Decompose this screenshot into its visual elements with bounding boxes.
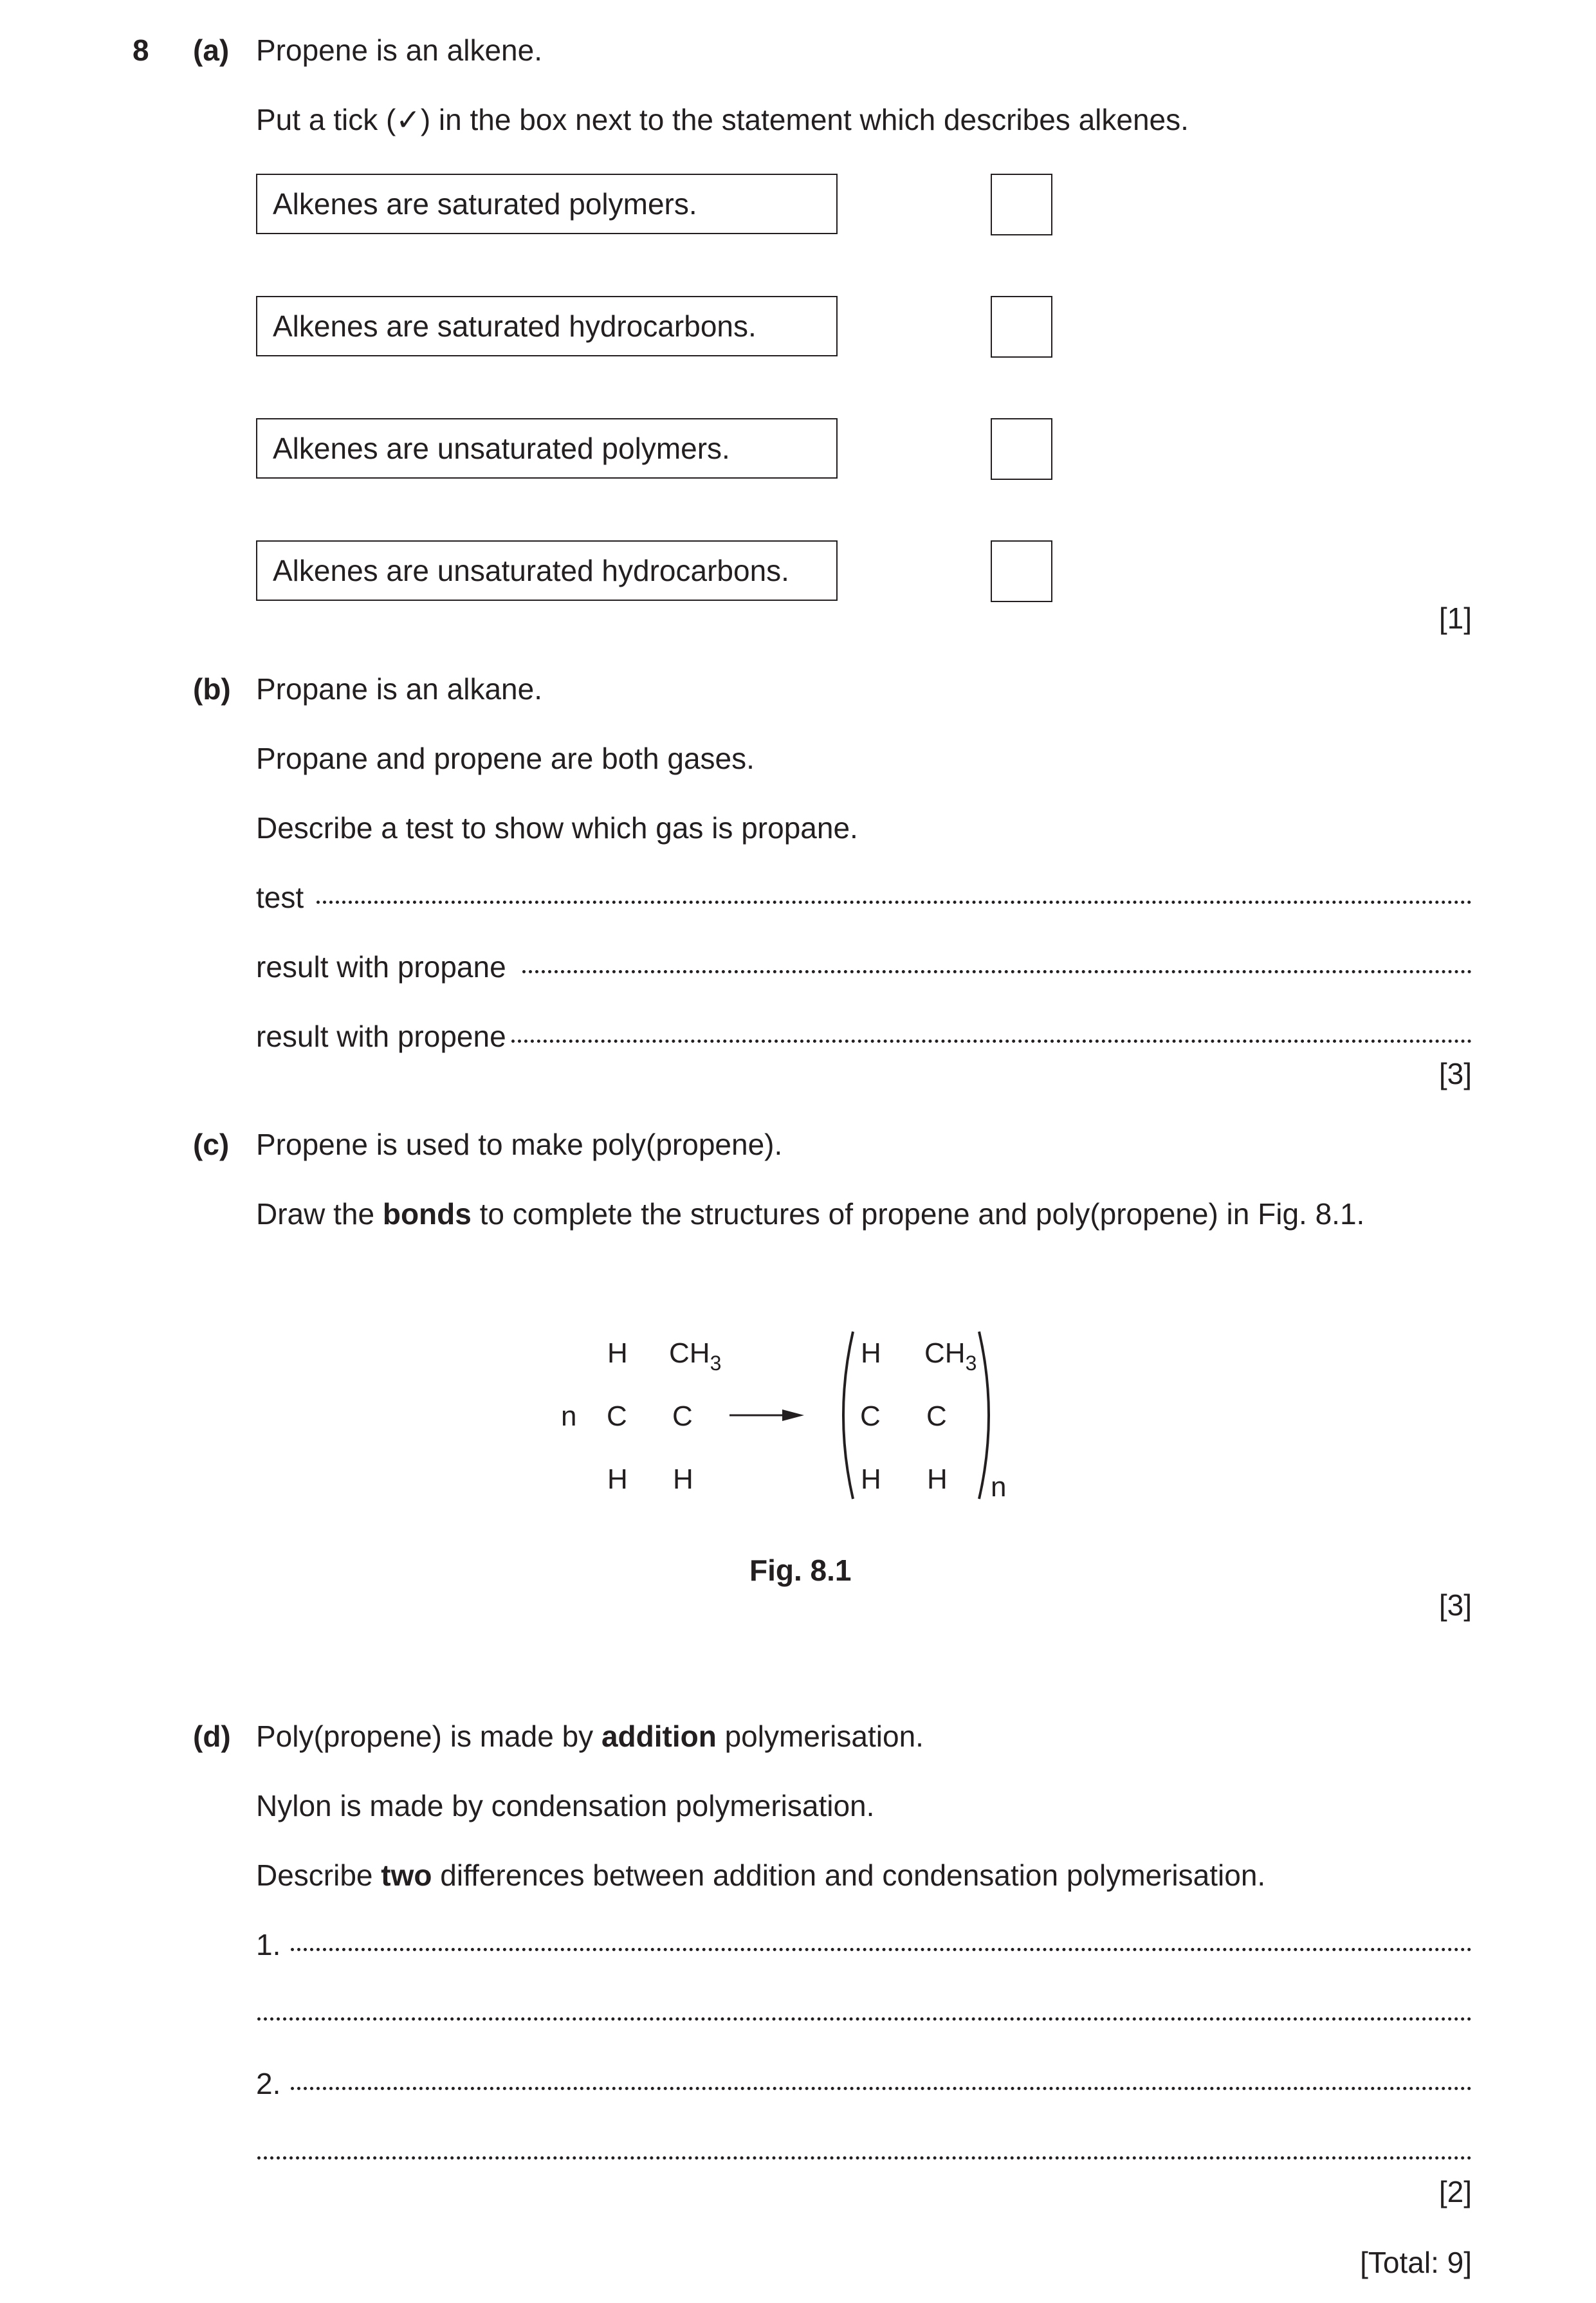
answer-label-test: test	[256, 881, 304, 914]
part-b-label: (b)	[193, 672, 231, 706]
left-bracket-icon	[836, 1328, 858, 1503]
tick-box-3[interactable]	[991, 418, 1052, 480]
answer-line-1b[interactable]	[257, 2017, 1472, 2021]
tick-box-4[interactable]	[991, 540, 1052, 602]
polymer-h-bottom-left: H	[861, 1463, 881, 1495]
tick-box-1[interactable]	[991, 174, 1052, 235]
part-c-line1: Propene is used to make poly(propene).	[256, 1128, 783, 1161]
answer-line-1a[interactable]	[291, 1948, 1472, 1951]
polymer-ch3-sub: 3	[965, 1352, 977, 1375]
part-a-instruction: Put a tick (✓) in the box next to the statement which describes alkenes.	[256, 103, 1189, 136]
propene-c-right: C	[672, 1400, 693, 1432]
part-c-marks: [3]	[1438, 1588, 1472, 1622]
part-d-line3-pre: Describe	[256, 1858, 381, 1892]
answer-number-1: 1.	[256, 1928, 281, 1961]
answer-line-propene[interactable]	[511, 1040, 1472, 1043]
tick-box-2[interactable]	[991, 296, 1052, 358]
figure-caption: Fig. 8.1	[749, 1554, 852, 1587]
total-marks: [Total: 9]	[1360, 2246, 1472, 2279]
answer-line-2b[interactable]	[257, 2156, 1472, 2160]
polymer-c-left: C	[860, 1400, 881, 1432]
answer-line-2a[interactable]	[291, 2087, 1472, 2090]
part-a-marks: [1]	[1438, 601, 1472, 635]
part-d-line1	[256, 1721, 924, 1751]
repeat-unit-subscript: n	[991, 1471, 1007, 1503]
part-d-marks: [2]	[1438, 2175, 1472, 2208]
part-d-line1-bold: addition	[601, 1720, 717, 1753]
propene-c-left: C	[607, 1400, 627, 1432]
part-b-line3: Describe a test to show which gas is propane.	[256, 811, 858, 845]
part-a-label: (a)	[193, 33, 230, 67]
answer-label-propane: result with propane	[256, 950, 506, 984]
polymer-h-bottom-right: H	[927, 1463, 948, 1495]
polymer-c-right: C	[926, 1400, 947, 1432]
propene-h-bottom-left: H	[607, 1463, 628, 1495]
part-d-line3-bold: two	[381, 1858, 432, 1892]
part-c-instruction-bold: bonds	[382, 1197, 472, 1231]
polymer-ch3	[924, 1337, 977, 1375]
part-b-line2: Propane and propene are both gases.	[256, 742, 755, 775]
part-c-label: (c)	[193, 1128, 230, 1161]
part-d-line2: Nylon is made by condensation polymerisation.	[256, 1789, 875, 1822]
part-b-line1: Propane is an alkane.	[256, 672, 542, 706]
part-d-label: (d)	[193, 1720, 231, 1753]
part-d-line1-pre: Poly(propene) is made by	[256, 1720, 601, 1753]
part-d-line3	[256, 1860, 1265, 1890]
polymer-ch3-ch: CH	[924, 1337, 966, 1369]
statement-box-1: Alkenes are saturated polymers.	[256, 174, 838, 234]
part-d-line1-post: polymerisation.	[716, 1720, 924, 1753]
answer-label-propene: result with propene	[256, 1020, 506, 1053]
propene-coefficient: n	[561, 1400, 577, 1432]
answer-line-test[interactable]	[316, 901, 1472, 904]
answer-line-propane[interactable]	[522, 970, 1472, 973]
part-d-line3-post: differences between addition and condensation polymerisation.	[432, 1858, 1266, 1892]
propene-ch3-ch: CH	[669, 1337, 710, 1369]
answer-number-2: 2.	[256, 2067, 281, 2100]
part-c-instruction-pre: Draw the	[256, 1197, 383, 1231]
part-a-intro: Propene is an alkene.	[256, 33, 542, 67]
statement-box-4: Alkenes are unsaturated hydrocarbons.	[256, 540, 838, 601]
part-c-instruction-post: to complete the structures of propene and poly(propene) in Fig. 8.1.	[471, 1197, 1365, 1231]
part-b-marks: [3]	[1438, 1057, 1472, 1090]
propene-h-top: H	[607, 1337, 628, 1369]
propene-ch3	[669, 1337, 722, 1375]
propene-ch3-sub: 3	[710, 1352, 722, 1375]
part-c-instruction	[256, 1199, 1364, 1229]
propene-h-bottom-right: H	[673, 1463, 693, 1495]
question-number: 8	[133, 33, 149, 67]
polymer-h-top: H	[861, 1337, 881, 1369]
reaction-arrow-icon	[728, 1408, 805, 1423]
statement-box-3: Alkenes are unsaturated polymers.	[256, 418, 838, 479]
statement-box-2: Alkenes are saturated hydrocarbons.	[256, 296, 838, 356]
